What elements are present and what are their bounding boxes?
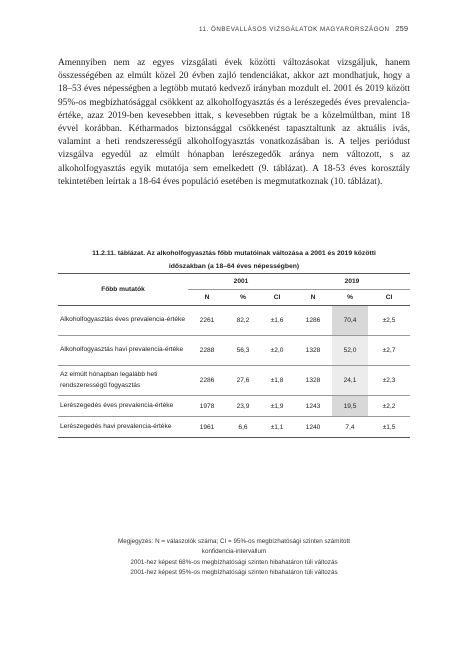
- n-header-2019: N: [310, 294, 316, 301]
- cell-pct-2019: 70,4: [332, 306, 368, 336]
- cell-pct-2019: 52,0: [332, 336, 368, 366]
- table-row: [58, 417, 410, 438]
- ci-header-2019: CI: [385, 294, 393, 301]
- alcohol-indicators-table: [58, 273, 410, 438]
- cell-n-2019: 1240: [305, 423, 321, 431]
- pct-header-2019: %: [347, 294, 353, 301]
- row-label: Alkoholfogyasztás havi prevalencia-értéke: [60, 346, 184, 354]
- table-row: [58, 336, 410, 366]
- cell-n-2019: 1286: [305, 317, 321, 324]
- cell-n-2001: 1961: [199, 423, 215, 431]
- cell-n-2001: 2288: [199, 347, 215, 354]
- ci-header-2001: CI: [273, 294, 281, 301]
- cell-ci-2001: ±1,8: [270, 377, 284, 384]
- cell-pct-2019: 19,5: [332, 396, 368, 417]
- n-header-2001: N: [204, 294, 210, 301]
- running-title: 11. ÖNBEVALLÁSOS VIZSGÁLATOK MAGYARORSZÁGON: [198, 26, 390, 33]
- note-line: konfidencia-intervallum: [201, 548, 267, 556]
- cell-pct-2001: 56,3: [236, 347, 250, 354]
- row-label: Az elmúlt hónapban legalább heti rendszerességű fogyasztás: [60, 371, 158, 389]
- table-row: [58, 366, 410, 396]
- cell-ci-2019: ±2,5: [382, 317, 396, 324]
- cell-n-2019: 1328: [305, 377, 321, 384]
- cell-n-2019: 1243: [305, 402, 321, 410]
- note-line: Megjegyzés: N = válaszolók száma; CI = 95%-os megbízhatósági szinten számított: [117, 538, 351, 545]
- running-header: [199, 24, 408, 33]
- body-paragraph: Amennyiben nem az egyes vizsgálati évek közötti változásokat vizsgáljuk, hanem összességében az elmúlt közel 20 évben zajló tendenciákat, akkor azt mondhatjuk, hogy a 18–53 éves népességben a legtöbb mutató kedvező irányban mozdult el. 2001 és 2019 között 95%-os megbízhatósággal csökkent az alkoholfogyasztás és a lerészegedés éves prevalencia-értéke, azaz 2019-ben kevesebben ittak, s kevesebben rúgtak be a közelmúltban, mint 18 évvel korábban. Kétharmados biztonsággal csökkenést tapasztaltunk az aktuális ivás, valamint a heti rendszerességű alkoholfogyasztás vonatkozásában is. A teljes periódust vizsgálva egyedül az elmúlt hónapban lerészegedők aránya nem változott, s az alkoholfogyasztás egyik mutatója sem emelkedett (9. táblázat). A 18-53 éves korosztály tekintetében leírtak a 18-64 éves populáció esetében is megmutatkoznak (10. táblázat).: [58, 58, 410, 187]
- cell-n-2001: 2261: [199, 317, 215, 324]
- table-row: [58, 306, 410, 336]
- note-line: 2001-hez képest 68%-os megbízhatósági szinten hibahatáron túli változás: [130, 558, 338, 566]
- cell-ci-2019: ±1,5: [382, 423, 396, 431]
- pct-header-2001: %: [240, 294, 246, 301]
- table-notes: [58, 537, 410, 578]
- cell-pct-2019: 24,1: [332, 366, 368, 396]
- note-line: 2001-hez képest 95%-os megbízhatósági szinten hibahatáron túli változás: [130, 568, 338, 576]
- cell-n-2001: 1978: [199, 402, 215, 410]
- cell-ci-2001: ±1,9: [270, 402, 284, 410]
- year-2019-header: 2019: [294, 274, 410, 290]
- row-label: Alkoholfogyasztás éves prevalencia-értéke: [60, 316, 185, 324]
- cell-pct-2001: 23,9: [236, 402, 250, 410]
- cell-ci-2001: ±1,1: [270, 423, 284, 431]
- table-caption: [58, 248, 410, 273]
- cell-pct-2001: 82,2: [236, 317, 250, 324]
- table-row: [58, 396, 410, 417]
- page-number: 259: [395, 24, 408, 33]
- cell-ci-2019: ±2,2: [382, 402, 396, 410]
- cell-n-2019: 1328: [305, 347, 321, 354]
- year-2001-header: 2001: [188, 274, 294, 290]
- table-caption-line-1: 11.2.11. táblázat. Az alkoholfogyasztás főbb mutatóinak változása a 2001 és 2019 közötti: [92, 250, 376, 257]
- cell-ci-2019: ±2,3: [382, 377, 396, 384]
- cell-pct-2001: 6,6: [238, 423, 248, 431]
- row-label: Lerészegedés havi prevalencia-értéke: [60, 422, 172, 430]
- cell-pct-2001: 27,6: [236, 377, 250, 384]
- indicator-column-header: Főbb mutatók: [58, 274, 188, 306]
- cell-n-2001: 2286: [199, 377, 215, 384]
- cell-ci-2019: ±2,7: [382, 347, 396, 354]
- row-label: Lerészegedés éves prevalencia-értéke: [60, 401, 174, 409]
- cell-pct-2019: 7,4: [345, 423, 355, 431]
- cell-ci-2001: ±2,0: [270, 347, 284, 354]
- table-caption-line-2: időszakban (a 18–64 éves népességben): [168, 262, 300, 270]
- cell-ci-2001: ±1,6: [270, 317, 284, 324]
